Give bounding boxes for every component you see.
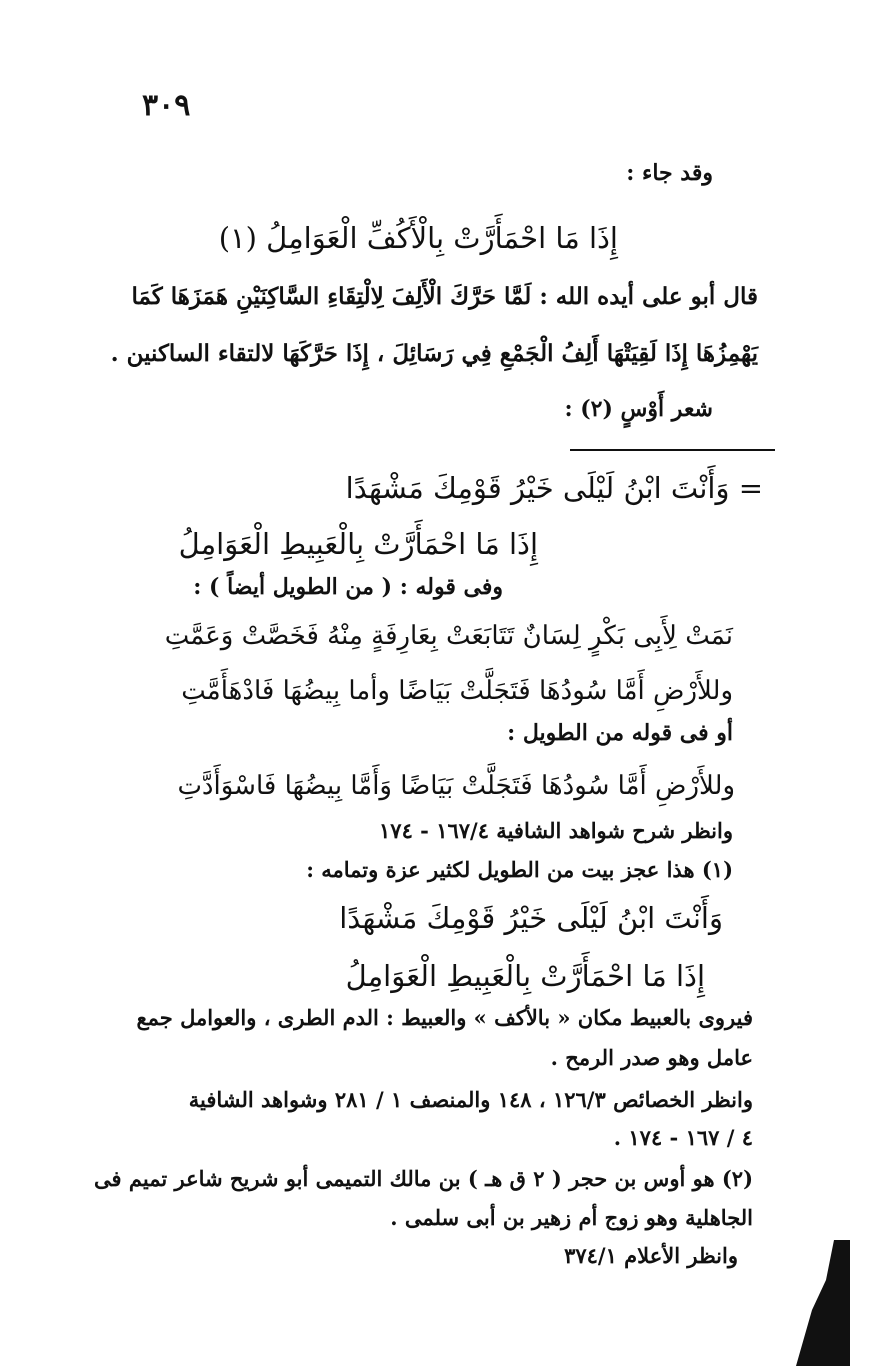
meter-note-2: أو فى قوله من الطويل : (507, 720, 733, 746)
meter-note-1: وفى قوله : ( من الطويل أيضاً ) : (193, 574, 503, 600)
verse-line-1: إِذَا مَا احْمَأَرَّتْ بِالْأَكُفِّ الْعَوَامِلُ (١) (218, 221, 618, 255)
commentary-line-2: يَهْمِزُهَا إِذَا لَقِيَتْهَا أَلِفُ الْجَمْعِ فِي رَسَائِلَ ، إِذَا حَرَّكَهَا لالتقاء الساكنين . (110, 340, 758, 367)
page-number: ٣٠٩ (142, 88, 191, 123)
footnote-1-line-1: (١) هذا عجز بيت من الطويل لكثير عزة وتمامه : (306, 857, 733, 882)
footnote-1-line-5: ٤ / ١٦٧ - ١٧٤ . (613, 1125, 753, 1150)
verse-line-3: إِذَا مَا احْمَأَرَّتْ بِالْعَبِيطِ الْعَوَامِلُ (178, 527, 538, 561)
verse-line-4: نَمَتْ لِأَبِى بَكْرٍ لِسَانٌ تَتَابَعَتْ بِعَارِفَةٍ مِنْهُ فَخَصَّتْ وَعَمَّتِ (164, 621, 733, 651)
reference-line-1: وانظر شرح شواهد الشافية ١٦٧/٤ - ١٧٤ (379, 818, 733, 843)
verse-line-6: وللأَرْضِ أَمَّا سُودُهَا فَتَجَلَّتْ بَيَاضًا وَأَمَّا بِيضُهَا فَاسْوَأَدَّتِ (177, 771, 735, 801)
footnote-1-line-2: فيروى بالعبيط مكان « بالأكف » والعبيط : الدم الطرى ، والعوامل جمع (136, 1005, 753, 1030)
footnote-1-verse-2: إِذَا مَا احْمَأَرَّتْ بِالْعَبِيطِ الْعَوَامِلُ (345, 959, 705, 993)
commentary-line-1: قال أبو على أيده الله : لَمَّا حَرَّكَ الْأَلِفَ لِالْتِقَاءِ السَّاكِنَيْنِ هَمَزَهَا كَمَا (131, 283, 758, 310)
footnote-2-line-2: الجاهلية وهو زوج أم زهير بن أبى سلمى . (390, 1205, 753, 1230)
verse-line-5: وللأَرْضِ أَمَّا سُودُهَا فَتَجَلَّتْ بَيَاضًا وأما بِيضُهَا فَادْهَأَمَّتِ (181, 676, 733, 706)
footnote-1-line-4: وانظر الخصائص ١٢٦/٣ ، ١٤٨ والمنصف ١ / ٢٨١ وشواهد الشافية (188, 1087, 753, 1112)
footnote-2-line-3: وانظر الأعلام ٣٧٤/١ (564, 1243, 738, 1268)
footnote-1-verse-1: وَأَنْتَ ابْنُ لَيْلَى خَيْرُ قَوْمِكَ مَشْهَدًا (339, 901, 723, 935)
footnote-1-line-3: عامل وهو صدر الرمح . (550, 1045, 753, 1070)
footnote-2-line-1: (٢) هو أوس بن حجر ( ٢ ق هـ ) بن مالك التميمى أبو شريح شاعر تميم فى (94, 1166, 753, 1191)
verse-line-2: = وَأَنْتَ ابْنُ لَيْلَى خَيْرُ قَوْمِكَ مَشْهَدًا (345, 471, 763, 505)
page-corner-shadow (790, 1240, 850, 1366)
intro-line: وقد جاء : (626, 160, 713, 186)
footnote-divider (570, 449, 775, 451)
poet-heading: شعر أَوْسٍ (٢) : (564, 396, 713, 422)
